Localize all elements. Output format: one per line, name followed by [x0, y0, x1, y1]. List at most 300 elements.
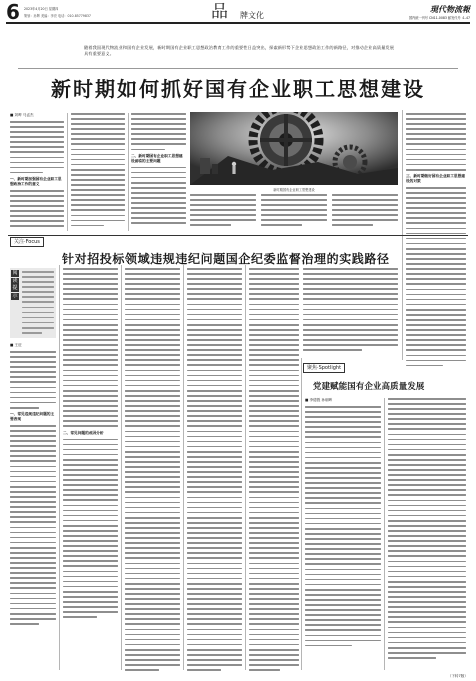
- text-line-placeholder: [71, 164, 125, 166]
- text-line-placeholder: [125, 547, 180, 549]
- text-line-placeholder: [406, 202, 466, 204]
- text-line-placeholder: [332, 219, 398, 221]
- text-line-placeholder: [406, 349, 466, 351]
- text-line-placeholder: [131, 192, 186, 194]
- text-line-placeholder: [10, 542, 56, 544]
- text-line-placeholder: [305, 553, 381, 555]
- text-line-placeholder: [187, 273, 242, 275]
- text-line-placeholder: [249, 354, 299, 356]
- text-line-placeholder: [305, 482, 381, 484]
- masthead: [6, 2, 470, 24]
- text-line-placeholder: [305, 579, 381, 581]
- text-line-placeholder: [305, 528, 381, 530]
- text-line-placeholder: [303, 324, 398, 326]
- text-line-placeholder: [125, 537, 180, 539]
- text-line-placeholder: [71, 215, 125, 217]
- text-line-placeholder: [388, 550, 466, 552]
- text-line-placeholder: [388, 510, 466, 512]
- text-line-placeholder: [125, 400, 180, 402]
- text-line-placeholder: [125, 304, 180, 306]
- text-line-placeholder: [125, 451, 180, 453]
- text-line-placeholder: [63, 439, 118, 441]
- text-line-placeholder: [125, 618, 180, 620]
- text-line-placeholder: [249, 649, 299, 651]
- text-line-placeholder: [388, 632, 466, 634]
- text-line-placeholder: [388, 449, 466, 451]
- continued-note: （下转7版）: [447, 674, 468, 678]
- text-line-placeholder: [125, 497, 180, 499]
- text-line-placeholder: [71, 138, 125, 140]
- text-line-placeholder: [406, 207, 466, 209]
- text-line-placeholder: [305, 599, 381, 601]
- text-line-placeholder: [187, 471, 242, 473]
- text-line-placeholder: [249, 304, 299, 306]
- text-line-placeholder: [10, 387, 56, 389]
- text-line-placeholder: [187, 329, 242, 331]
- text-line-placeholder: [249, 598, 299, 600]
- text-line-placeholder: [249, 370, 299, 372]
- focus-column-3: [125, 268, 180, 674]
- text-line-placeholder: [125, 446, 180, 448]
- text-line-placeholder: [125, 466, 180, 468]
- text-line-placeholder: [249, 390, 299, 392]
- text-line-placeholder: [406, 324, 466, 326]
- text-line-placeholder: [131, 138, 186, 140]
- text-line-placeholder: [303, 309, 398, 311]
- text-line-placeholder: [303, 278, 398, 280]
- text-line-placeholder: [10, 496, 56, 498]
- text-line-placeholder: [388, 413, 466, 415]
- reading-tips-box: [10, 268, 56, 338]
- text-line-placeholder: [125, 349, 180, 351]
- text-line-placeholder: [63, 611, 118, 613]
- text-line-placeholder: [388, 454, 466, 456]
- text-line-placeholder: [187, 613, 242, 615]
- text-line-placeholder: [22, 327, 54, 329]
- text-line-placeholder: [388, 621, 466, 623]
- text-line-placeholder: [388, 576, 466, 578]
- text-line-placeholder: [125, 344, 180, 346]
- text-line-placeholder: [10, 460, 56, 462]
- text-line-placeholder: [125, 573, 180, 575]
- text-line-placeholder: [388, 515, 466, 517]
- text-line-placeholder: [190, 194, 256, 196]
- text-line-placeholder: [125, 283, 180, 285]
- text-line-placeholder: [305, 492, 381, 494]
- text-line-placeholder: [125, 375, 180, 377]
- text-line-placeholder: [63, 400, 118, 402]
- text-line-placeholder: [10, 167, 64, 169]
- text-line-placeholder: [249, 461, 299, 463]
- text-line-placeholder: [249, 400, 299, 402]
- text-line-placeholder: [10, 376, 56, 378]
- text-line-placeholder: [187, 608, 242, 610]
- text-line-placeholder: [305, 487, 381, 489]
- text-line-placeholder: [187, 380, 242, 382]
- text-line-placeholder: [187, 405, 242, 407]
- article-subhead: 一、新时期加强国有企业职工思想政治工作的意义: [10, 176, 62, 186]
- text-line-placeholder: [388, 464, 466, 466]
- article-photo: [190, 112, 398, 185]
- article-byline: ■ 刘晔 马孟杰: [10, 113, 34, 117]
- text-line-placeholder: [10, 200, 64, 202]
- text-line-placeholder: [10, 136, 64, 138]
- text-line-placeholder: [249, 669, 280, 671]
- text-line-placeholder: [10, 582, 56, 584]
- text-line-placeholder: [10, 521, 56, 523]
- text-line-placeholder: [63, 283, 118, 285]
- text-line-placeholder: [406, 123, 466, 125]
- text-line-placeholder: [249, 425, 299, 427]
- lead-paragraph: 随着我国现代物流业和国有企业发展，新时期国有企业职工思想政治教育工作的重要性日益突出，探索新形势下企业思想政治工作的新路径，对推动企业高质量发展具有重要意义。: [84, 45, 394, 56]
- text-line-placeholder: [10, 121, 64, 123]
- main-column-4: [190, 194, 256, 230]
- text-line-placeholder: [125, 598, 180, 600]
- text-line-placeholder: [388, 408, 466, 410]
- text-line-placeholder: [125, 644, 180, 646]
- main-column-6: [332, 194, 398, 230]
- text-line-placeholder: [187, 527, 242, 529]
- text-line-placeholder: [187, 461, 242, 463]
- text-line-placeholder: [131, 167, 186, 169]
- text-line-placeholder: [63, 571, 118, 573]
- text-line-placeholder: [125, 278, 180, 280]
- text-line-placeholder: [10, 572, 56, 574]
- text-line-placeholder: [125, 623, 180, 625]
- text-line-placeholder: [305, 609, 381, 611]
- text-line-placeholder: [388, 591, 466, 593]
- text-line-placeholder: [388, 428, 466, 430]
- main-column-1: [10, 113, 64, 230]
- text-line-placeholder: [249, 466, 299, 468]
- text-line-placeholder: [249, 298, 299, 300]
- text-line-placeholder: [63, 464, 118, 466]
- text-line-placeholder: [71, 143, 125, 145]
- text-line-placeholder: [303, 288, 398, 290]
- text-line-placeholder: [406, 283, 466, 285]
- text-line-placeholder: [305, 548, 381, 550]
- text-line-placeholder: [125, 293, 180, 295]
- text-line-placeholder: [249, 573, 299, 575]
- text-line-placeholder: [125, 491, 180, 493]
- text-line-placeholder: [22, 271, 54, 273]
- column-rule: [67, 113, 68, 231]
- text-line-placeholder: [190, 214, 256, 216]
- text-line-placeholder: [388, 647, 466, 649]
- text-line-placeholder: [63, 395, 118, 397]
- text-line-placeholder: [187, 517, 242, 519]
- text-line-placeholder: [10, 598, 56, 600]
- text-line-placeholder: [125, 456, 180, 458]
- text-line-placeholder: [303, 314, 398, 316]
- text-line-placeholder: [63, 586, 118, 588]
- text-line-placeholder: [71, 113, 125, 115]
- text-line-placeholder: [305, 497, 381, 499]
- text-line-placeholder: [125, 578, 180, 580]
- text-line-placeholder: [187, 476, 242, 478]
- text-line-placeholder: [305, 467, 381, 469]
- text-line-placeholder: [22, 281, 54, 283]
- text-line-placeholder: [305, 589, 381, 591]
- text-line-placeholder: [71, 169, 125, 171]
- text-line-placeholder: [305, 523, 381, 525]
- text-line-placeholder: [63, 510, 118, 512]
- text-line-placeholder: [10, 471, 56, 473]
- main-column-5: [261, 194, 327, 230]
- reading-tips-label: [11, 270, 19, 300]
- text-line-placeholder: [187, 400, 242, 402]
- text-line-placeholder: [10, 476, 56, 478]
- text-line-placeholder: [71, 194, 125, 196]
- text-line-placeholder: [63, 474, 118, 476]
- text-line-placeholder: [388, 657, 436, 659]
- text-line-placeholder: [187, 278, 242, 280]
- text-line-placeholder: [10, 371, 56, 373]
- text-line-placeholder: [187, 563, 242, 565]
- text-line-placeholder: [388, 479, 466, 481]
- text-line-placeholder: [187, 654, 242, 656]
- column-rule: [245, 265, 246, 670]
- text-line-placeholder: [63, 425, 118, 427]
- text-line-placeholder: [406, 294, 466, 296]
- text-line-placeholder: [10, 501, 56, 503]
- text-line-placeholder: [406, 258, 466, 260]
- text-line-placeholder: [305, 558, 381, 560]
- text-line-placeholder: [63, 385, 118, 387]
- focus-byline: ■ 王征: [10, 343, 22, 347]
- column-title: 品: [211, 2, 229, 22]
- text-line-placeholder: [125, 583, 180, 585]
- text-line-placeholder: [125, 329, 180, 331]
- article-subhead: 二、新时期国有企业职工思想建设面临的主要问题: [131, 153, 183, 163]
- text-line-placeholder: [187, 659, 242, 661]
- text-line-placeholder: [249, 314, 299, 316]
- text-line-placeholder: [125, 415, 180, 417]
- text-line-placeholder: [303, 268, 398, 270]
- text-line-placeholder: [131, 207, 186, 209]
- text-line-placeholder: [305, 574, 381, 576]
- text-line-placeholder: [131, 187, 186, 189]
- text-line-placeholder: [10, 537, 56, 539]
- text-line-placeholder: [187, 339, 242, 341]
- text-line-placeholder: [249, 644, 299, 646]
- text-line-placeholder: [388, 500, 466, 502]
- text-line-placeholder: [406, 197, 466, 199]
- spotlight-byline: ■ 李德胜 孙朝晖: [305, 398, 333, 402]
- text-line-placeholder: [187, 431, 242, 433]
- text-line-placeholder: [187, 486, 242, 488]
- text-line-placeholder: [10, 425, 56, 427]
- text-line-placeholder: [249, 309, 299, 311]
- text-line-placeholder: [249, 486, 299, 488]
- text-line-placeholder: [10, 567, 56, 569]
- text-line-placeholder: [332, 209, 398, 211]
- text-line-placeholder: [305, 584, 381, 586]
- text-line-placeholder: [187, 456, 242, 458]
- text-line-placeholder: [249, 557, 299, 559]
- main-column-2: [71, 113, 125, 230]
- text-line-placeholder: [249, 268, 299, 270]
- text-line-placeholder: [125, 461, 180, 463]
- text-line-placeholder: [131, 222, 186, 224]
- text-line-placeholder: [303, 283, 398, 285]
- text-line-placeholder: [71, 159, 125, 161]
- text-line-placeholder: [388, 637, 466, 639]
- text-line-placeholder: [249, 583, 299, 585]
- text-line-placeholder: [71, 189, 125, 191]
- text-line-placeholder: [249, 446, 299, 448]
- text-line-placeholder: [249, 593, 299, 595]
- text-line-placeholder: [261, 224, 302, 226]
- text-line-placeholder: [22, 322, 54, 324]
- text-line-placeholder: [131, 197, 186, 199]
- text-line-placeholder: [63, 520, 118, 522]
- text-line-placeholder: [10, 146, 64, 148]
- text-line-placeholder: [249, 329, 299, 331]
- column-rule: [121, 265, 122, 670]
- text-line-placeholder: [249, 359, 299, 361]
- text-line-placeholder: [10, 131, 64, 133]
- text-line-placeholder: [187, 436, 242, 438]
- text-line-placeholder: [187, 298, 242, 300]
- text-line-placeholder: [125, 552, 180, 554]
- text-line-placeholder: [406, 344, 466, 346]
- text-line-placeholder: [187, 629, 242, 631]
- text-line-placeholder: [305, 421, 381, 423]
- industrial-gear-photo: [190, 112, 398, 185]
- text-line-placeholder: [187, 588, 242, 590]
- text-line-placeholder: [187, 283, 242, 285]
- text-line-placeholder: [22, 312, 54, 314]
- text-line-placeholder: [10, 562, 56, 564]
- text-line-placeholder: [187, 319, 242, 321]
- text-line-placeholder: [249, 578, 299, 580]
- text-line-placeholder: [63, 268, 118, 270]
- text-line-placeholder: [388, 535, 466, 537]
- text-line-placeholder: [63, 479, 118, 481]
- text-line-placeholder: [125, 319, 180, 321]
- text-line-placeholder: [261, 214, 327, 216]
- text-line-placeholder: [406, 228, 466, 230]
- text-line-placeholder: [406, 365, 443, 367]
- text-line-placeholder: [125, 608, 180, 610]
- text-line-placeholder: [406, 192, 466, 194]
- text-line-placeholder: [249, 664, 299, 666]
- column-rule: [384, 398, 385, 670]
- text-line-placeholder: [249, 613, 299, 615]
- text-line-placeholder: [63, 515, 118, 517]
- text-line-placeholder: [332, 224, 373, 226]
- column-rule: [128, 113, 129, 231]
- text-line-placeholder: [71, 209, 125, 211]
- text-line-placeholder: [249, 532, 299, 534]
- text-line-placeholder: [63, 380, 118, 382]
- text-line-placeholder: [190, 224, 231, 226]
- text-line-placeholder: [249, 415, 299, 417]
- text-line-placeholder: [249, 502, 299, 504]
- text-line-placeholder: [63, 420, 118, 422]
- text-line-placeholder: [190, 219, 256, 221]
- text-line-placeholder: [187, 309, 242, 311]
- text-line-placeholder: [10, 486, 56, 488]
- text-line-placeholder: [10, 608, 56, 610]
- text-line-placeholder: [71, 133, 125, 135]
- text-line-placeholder: [249, 471, 299, 473]
- text-line-placeholder: [63, 273, 118, 275]
- text-line-placeholder: [10, 190, 64, 192]
- text-line-placeholder: [303, 349, 362, 351]
- text-line-placeholder: [249, 537, 299, 539]
- text-line-placeholder: [125, 486, 180, 488]
- text-line-placeholder: [187, 634, 242, 636]
- text-line-placeholder: [125, 410, 180, 412]
- text-line-placeholder: [125, 512, 180, 514]
- text-line-placeholder: [249, 618, 299, 620]
- text-line-placeholder: [249, 293, 299, 295]
- text-line-placeholder: [10, 126, 64, 128]
- text-line-placeholder: [10, 407, 39, 409]
- text-line-placeholder: [125, 314, 180, 316]
- main-column-3: [131, 113, 186, 228]
- text-line-placeholder: [187, 532, 242, 534]
- text-line-placeholder: [305, 518, 381, 520]
- text-line-placeholder: [388, 525, 466, 527]
- focus-headline: 针对招投标领域违规违纪问题国企纪委监督治理的实践路径: [62, 252, 390, 266]
- text-line-placeholder: [125, 588, 180, 590]
- text-line-placeholder: [406, 212, 466, 214]
- text-line-placeholder: [406, 304, 466, 306]
- text-line-placeholder: [22, 296, 54, 298]
- text-line-placeholder: [125, 405, 180, 407]
- text-line-placeholder: [303, 344, 398, 346]
- text-line-placeholder: [22, 317, 54, 319]
- text-line-placeholder: [249, 608, 299, 610]
- text-line-placeholder: [63, 484, 118, 486]
- text-line-placeholder: [249, 512, 299, 514]
- text-line-placeholder: [63, 581, 118, 583]
- text-line-placeholder: [63, 616, 97, 618]
- text-line-placeholder: [406, 128, 466, 130]
- text-line-placeholder: [406, 334, 466, 336]
- text-line-placeholder: [305, 635, 381, 637]
- text-line-placeholder: [305, 563, 381, 565]
- text-line-placeholder: [63, 309, 118, 311]
- text-line-placeholder: [10, 361, 56, 363]
- text-line-placeholder: [10, 157, 64, 159]
- spotlight-column-1: [305, 398, 381, 650]
- text-line-placeholder: [63, 334, 118, 336]
- text-line-placeholder: [187, 547, 242, 549]
- text-line-placeholder: [10, 445, 56, 447]
- text-line-placeholder: [305, 508, 381, 510]
- text-line-placeholder: [10, 195, 64, 197]
- text-line-placeholder: [63, 505, 118, 507]
- text-line-placeholder: [63, 410, 118, 412]
- text-line-placeholder: [131, 182, 186, 184]
- text-line-placeholder: [187, 334, 242, 336]
- text-line-placeholder: [305, 604, 381, 606]
- text-line-placeholder: [305, 436, 381, 438]
- text-line-placeholder: [125, 385, 180, 387]
- text-line-placeholder: [125, 395, 180, 397]
- text-line-placeholder: [125, 471, 180, 473]
- text-line-placeholder: [63, 364, 118, 366]
- text-line-placeholder: [388, 561, 466, 563]
- text-line-placeholder: [388, 434, 466, 436]
- text-line-placeholder: [71, 174, 125, 176]
- text-line-placeholder: [125, 542, 180, 544]
- text-line-placeholder: [10, 397, 56, 399]
